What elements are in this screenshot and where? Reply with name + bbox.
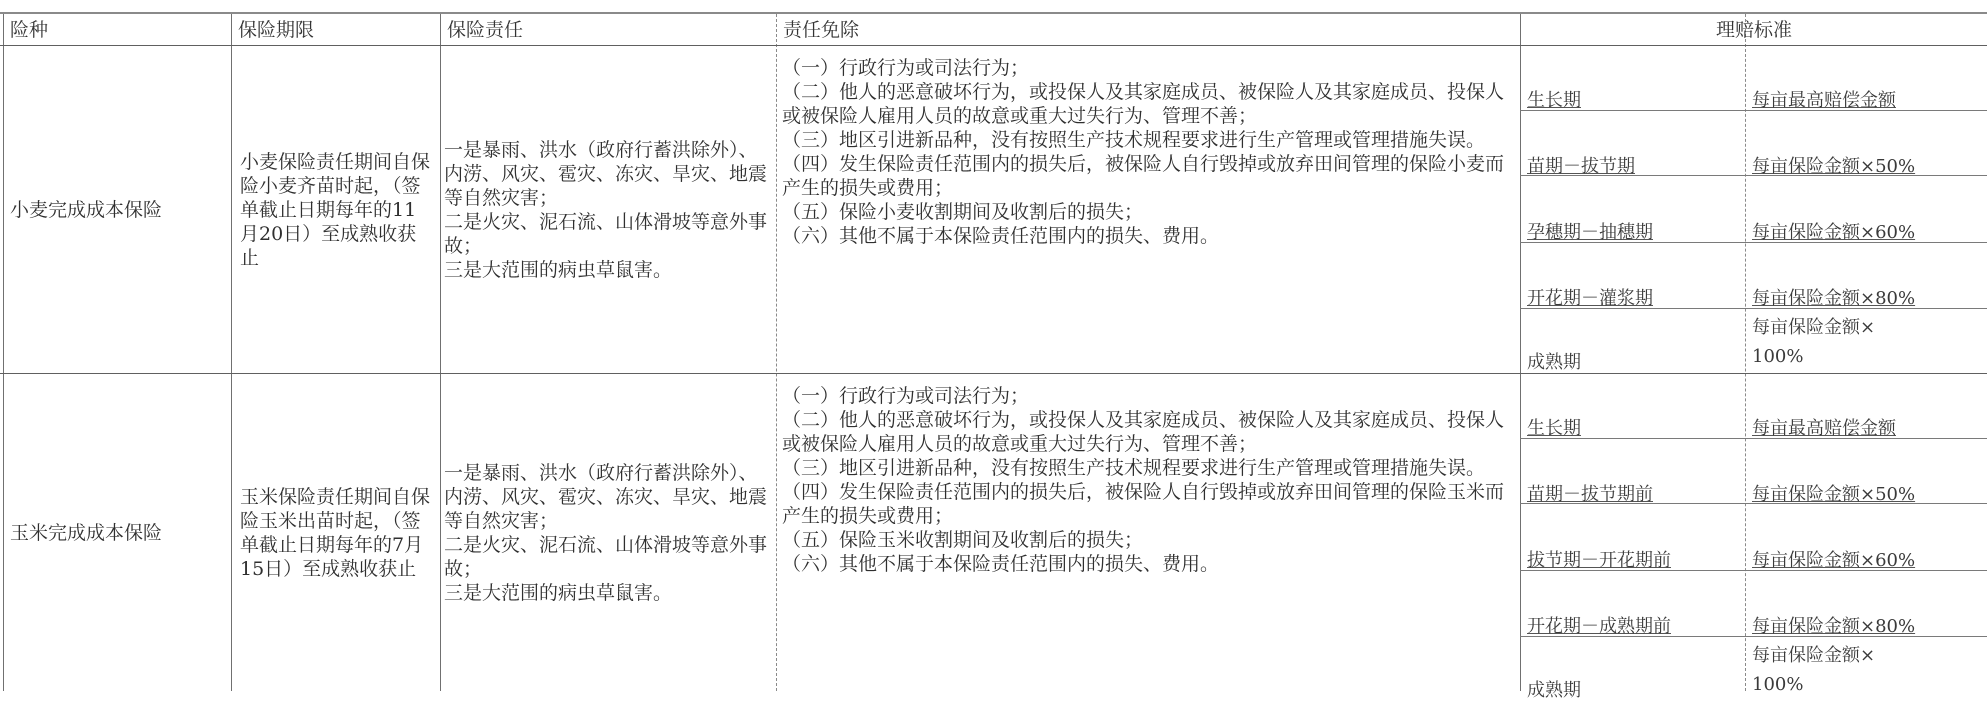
exclusions-cell: （一）行政行为或司法行为； （二）他人的恶意破坏行为，或投保人及其家庭成员、被保险人及其家庭成员、投保人或被保险人雇用人员的故意或重大过失行为、管理不善； （三）地区引进新品种，没有按照生产技术规程要求进行生产管理或管理措施失误。 （四）发生保险责任范围内的损失后，被保险人自行毁掉或放弃田间管理的保险小麦而产生的损失或费用； （五）保险小麦收割期间及收割后的损失； （六）其他不属于本保险责任范围内的损失、费用。 bbox=[782, 57, 1505, 247]
liability-text: 一是暴雨、洪水（政府行蓄洪除外）、内涝、风灾、雹灾、冻灾、旱灾、地震等自然灾害； 二是火灾、泥石流、山体滑坡等意外事故； 三是大范围的病虫草鼠害。 bbox=[444, 461, 768, 604]
rate-label: 每亩保险金额×50% bbox=[1752, 484, 1916, 505]
stage-label: 孕穗期－抽穗期 bbox=[1527, 222, 1653, 243]
stage-label: 成熟期 bbox=[1527, 352, 1581, 373]
insurance-type: 小麦完成成本保险 bbox=[10, 198, 163, 221]
header-claim-standard: 理赔标准 bbox=[1715, 19, 1792, 41]
period-text: 小麦保险责任期间自保险小麦齐苗时起，（签单截止日期每年的11月20日）至成熟收获止 bbox=[240, 150, 431, 269]
rate-label: 每亩保险金额×80% bbox=[1752, 616, 1916, 637]
insurance-type-cell bbox=[10, 46, 228, 373]
rate-label: 每亩保险金额×80% bbox=[1752, 288, 1916, 309]
period-cell bbox=[240, 46, 435, 373]
grid-line bbox=[776, 14, 777, 691]
stage-label: 拔节期－开花期前 bbox=[1527, 550, 1671, 571]
rate-label: 每亩保险金额× 100% bbox=[1752, 317, 1876, 367]
top-border bbox=[0, 12, 1987, 14]
exclusions-cell: （一）行政行为或司法行为； （二）他人的恶意破坏行为，或投保人及其家庭成员、被保险人及其家庭成员、投保人或被保险人雇用人员的故意或重大过失行为、管理不善； （三）地区引进新品种，没有按照生产技术规程要求进行生产管理或管理措施失误。 （四）发生保险责任范围内的损失后，被保险人自行毁掉或放弃田间管理的保险玉米而产生的损失或费用； （五）保险玉米收割期间及收割后的损失； （六）其他不属于本保险责任范围内的损失、费用。 bbox=[782, 385, 1505, 575]
insurance-type-cell bbox=[10, 374, 228, 691]
rate-label: 每亩保险金额×60% bbox=[1752, 550, 1916, 571]
stage-label: 生长期 bbox=[1527, 90, 1581, 111]
header-type: 险种 bbox=[10, 19, 49, 41]
liability-cell bbox=[444, 46, 772, 373]
rate-label: 每亩最高赔偿金额 bbox=[1752, 90, 1896, 111]
rate-label: 每亩保险金额×60% bbox=[1752, 222, 1916, 243]
period-cell bbox=[240, 374, 435, 691]
stage-label: 苗期－拔节期 bbox=[1527, 156, 1635, 177]
liability-cell bbox=[444, 374, 772, 691]
grid-line bbox=[231, 14, 232, 691]
liability-text: 一是暴雨、洪水（政府行蓄洪除外）、内涝、风灾、雹灾、冻灾、旱灾、地震等自然灾害； 二是火灾、泥石流、山体滑坡等意外事故； 三是大范围的病虫草鼠害。 bbox=[444, 138, 768, 281]
grid-line bbox=[1520, 14, 1521, 691]
grid-line bbox=[3, 14, 4, 691]
grid-line bbox=[440, 14, 441, 691]
grid-line bbox=[1745, 14, 1746, 691]
stage-label: 开花期－成熟期前 bbox=[1527, 616, 1671, 637]
stage-label: 生长期 bbox=[1527, 418, 1581, 439]
header-liability: 保险责任 bbox=[447, 19, 524, 41]
rate-label: 每亩保险金额×50% bbox=[1752, 156, 1916, 177]
stage-label: 成熟期 bbox=[1527, 680, 1581, 701]
rate-label: 每亩最高赔偿金额 bbox=[1752, 418, 1896, 439]
header-period: 保险期限 bbox=[238, 19, 315, 41]
period-text: 玉米保险责任期间自保险玉米出苗时起，（签单截止日期每年的7月15日）至成熟收获止 bbox=[240, 485, 431, 580]
stage-label: 开花期－灌浆期 bbox=[1527, 288, 1653, 309]
rate-label: 每亩保险金额× 100% bbox=[1752, 645, 1876, 695]
insurance-type: 玉米完成成本保险 bbox=[10, 521, 163, 544]
stage-label: 苗期－拔节期前 bbox=[1527, 484, 1653, 505]
header-exclusions: 责任免除 bbox=[783, 19, 860, 41]
